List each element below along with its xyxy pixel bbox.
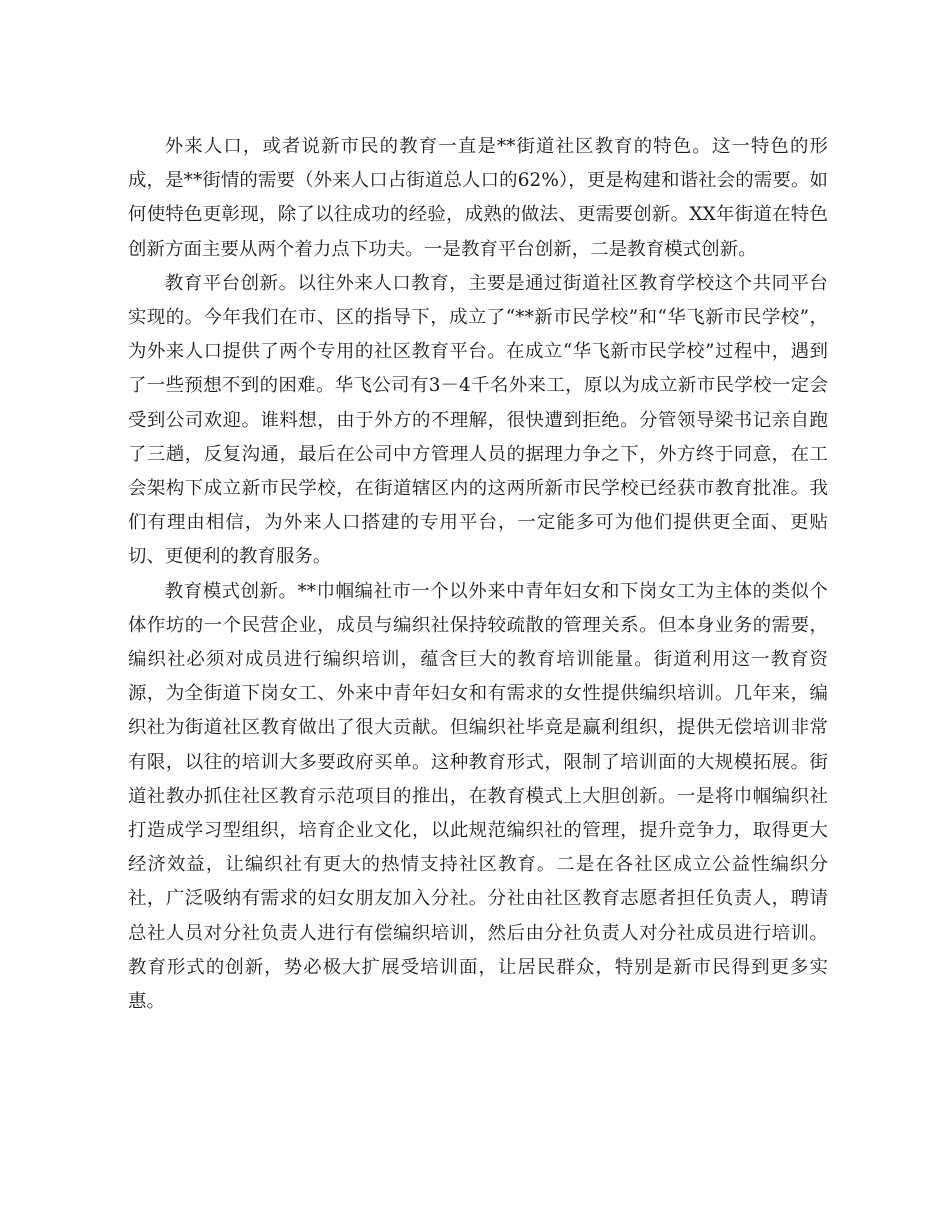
paragraph-model-innovation: 教育模式创新。**巾帼编社市一个以外来中青年妇女和下岗女工为主体的类似个体作坊的一个民营企业，成员与编织社保持较疏散的管理关系。但本身业务的需要，编织社必须对成员进行编织培训，蕴含巨大的教育培训能量。街道利用这一教育资源，为全街道下岗女工、外来中青年妇女和有需求的女性提供编织培训。几年来，编织社为街道社区教育做出了很大贡献。但编织社毕竟是赢利组织，提供无偿培训非常有限，以往的培训大多要政府买单。这种教育形式，限制了培训面的大规模拓展。街道社教办抓住社区教育示范项目的推出，在教育模式上大胆创新。一是将巾帼编织社打造成学习型组织，培育企业文化，以此规范编织社的管理，提升竞争力，取得更大经济效益，让编织社有更大的热情支持社区教育。二是在各社区成立公益性编织分社，广泛吸纳有需求的妇女朋友加入分社。分社由社区教育志愿者担任负责人，聘请总社人员对分社负责人进行有偿编织培训，然后由分社负责人对分社成员进行培训。教育形式的创新，势必极大扩展受培训面，让居民群众，特别是新市民得到更多实惠。 (128, 580, 828, 1013)
document-body (128, 130, 828, 1019)
paragraph-platform-innovation: 教育平台创新。以往外来人口教育，主要是通过街道社区教育学校这个共同平台实现的。今年我们在市、区的指导下，成立了“**新市民学校”和“华飞新市民学校”，为外来人口提供了两个专用的社区教育平台。在成立“华飞新市民学校”过程中，遇到了一些预想不到的困难。华飞公司有3－4千名外来工，原以为成立新市民学校一定会受到公司欢迎。谁料想，由于外方的不理解，很快遭到拒绝。分管领导梁书记亲自跑了三趟，反复沟通，最后在公司中方管理人员的据理力争之下，外方终于同意，在工会架构下成立新市民学校，在街道辖区内的这两所新市民学校已经获市教育批准。我们有理由相信，为外来人口搭建的专用平台，一定能多可为他们提供更全面、更贴切、更便利的教育服务。 (128, 272, 828, 568)
paragraph-intro: 外来人口，或者说新市民的教育一直是**街道社区教育的特色。这一特色的形成，是**街情的需要（外来人口占街道总人口的62%），更是构建和谐社会的需要。如何使特色更彰现，除了以往成功的经验，成熟的做法、更需要创新。XX年街道在特色创新方面主要从两个着力点下功夫。一是教育平台创新，二是教育模式创新。 (128, 136, 828, 260)
